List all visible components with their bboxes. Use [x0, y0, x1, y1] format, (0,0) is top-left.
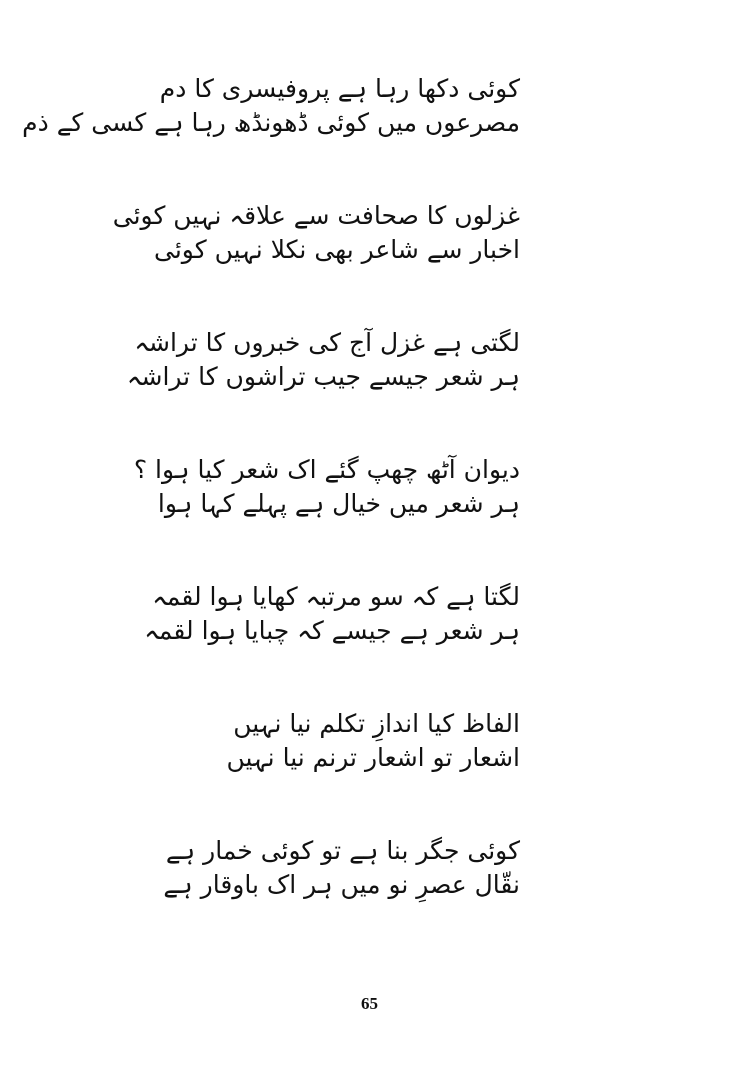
- stanza-6-line-2: اشعار تو اشعار ترنم نیا نہیں: [226, 743, 520, 772]
- stanza-5-line-2: ہر شعر ہے جیسے کہ چبایا ہوا لقمہ: [144, 616, 520, 645]
- stanza-3: [126, 326, 520, 453]
- stanza-5: [144, 580, 520, 707]
- stanza-2-line-2: اخبار سے شاعر بھی نکلا نہیں کوئی: [154, 235, 520, 264]
- stanza-2: [112, 199, 520, 326]
- stanza-1: [22, 72, 520, 199]
- stanza-6-line-1: الفاظ کیا اندازِ تکلم نیا نہیں: [233, 709, 520, 738]
- stanza-7-line-2: نقّال عصرِ نو میں ہر اک باوقار ہے: [163, 870, 520, 899]
- stanza-7: [160, 834, 520, 961]
- stanza-4-line-1: دیوان آٹھ چھپ گئے اک شعر کیا ہوا ؟: [133, 455, 520, 484]
- stanza-1-line-1: کوئی دکھا رہا ہے پروفیسری کا دم: [159, 74, 520, 103]
- stanza-3-line-1: لگتی ہے غزل آج کی خبروں کا تراشہ: [134, 328, 520, 357]
- stanza-2-line-1: غزلوں کا صحافت سے علاقہ نہیں کوئی: [112, 201, 520, 230]
- stanza-3-line-2: ہر شعر جیسے جیب تراشوں کا تراشہ: [126, 362, 520, 391]
- stanza-4: [133, 453, 520, 580]
- stanza-1-line-2: مصرعوں میں کوئی ڈھونڈھ رہا ہے کسی کے ذم: [22, 108, 520, 137]
- poem: [22, 72, 520, 961]
- stanza-6: [160, 707, 520, 834]
- stanza-4-line-2: ہر شعر میں خیال ہے پہلے کہا ہوا: [157, 489, 520, 518]
- stanza-7-line-1: کوئی جگر بنا ہے تو کوئی خمار ہے: [165, 836, 520, 865]
- page-number: 65: [361, 994, 378, 1013]
- stanza-5-line-1: لگتا ہے کہ سو مرتبہ کھایا ہوا لقمہ: [152, 582, 520, 611]
